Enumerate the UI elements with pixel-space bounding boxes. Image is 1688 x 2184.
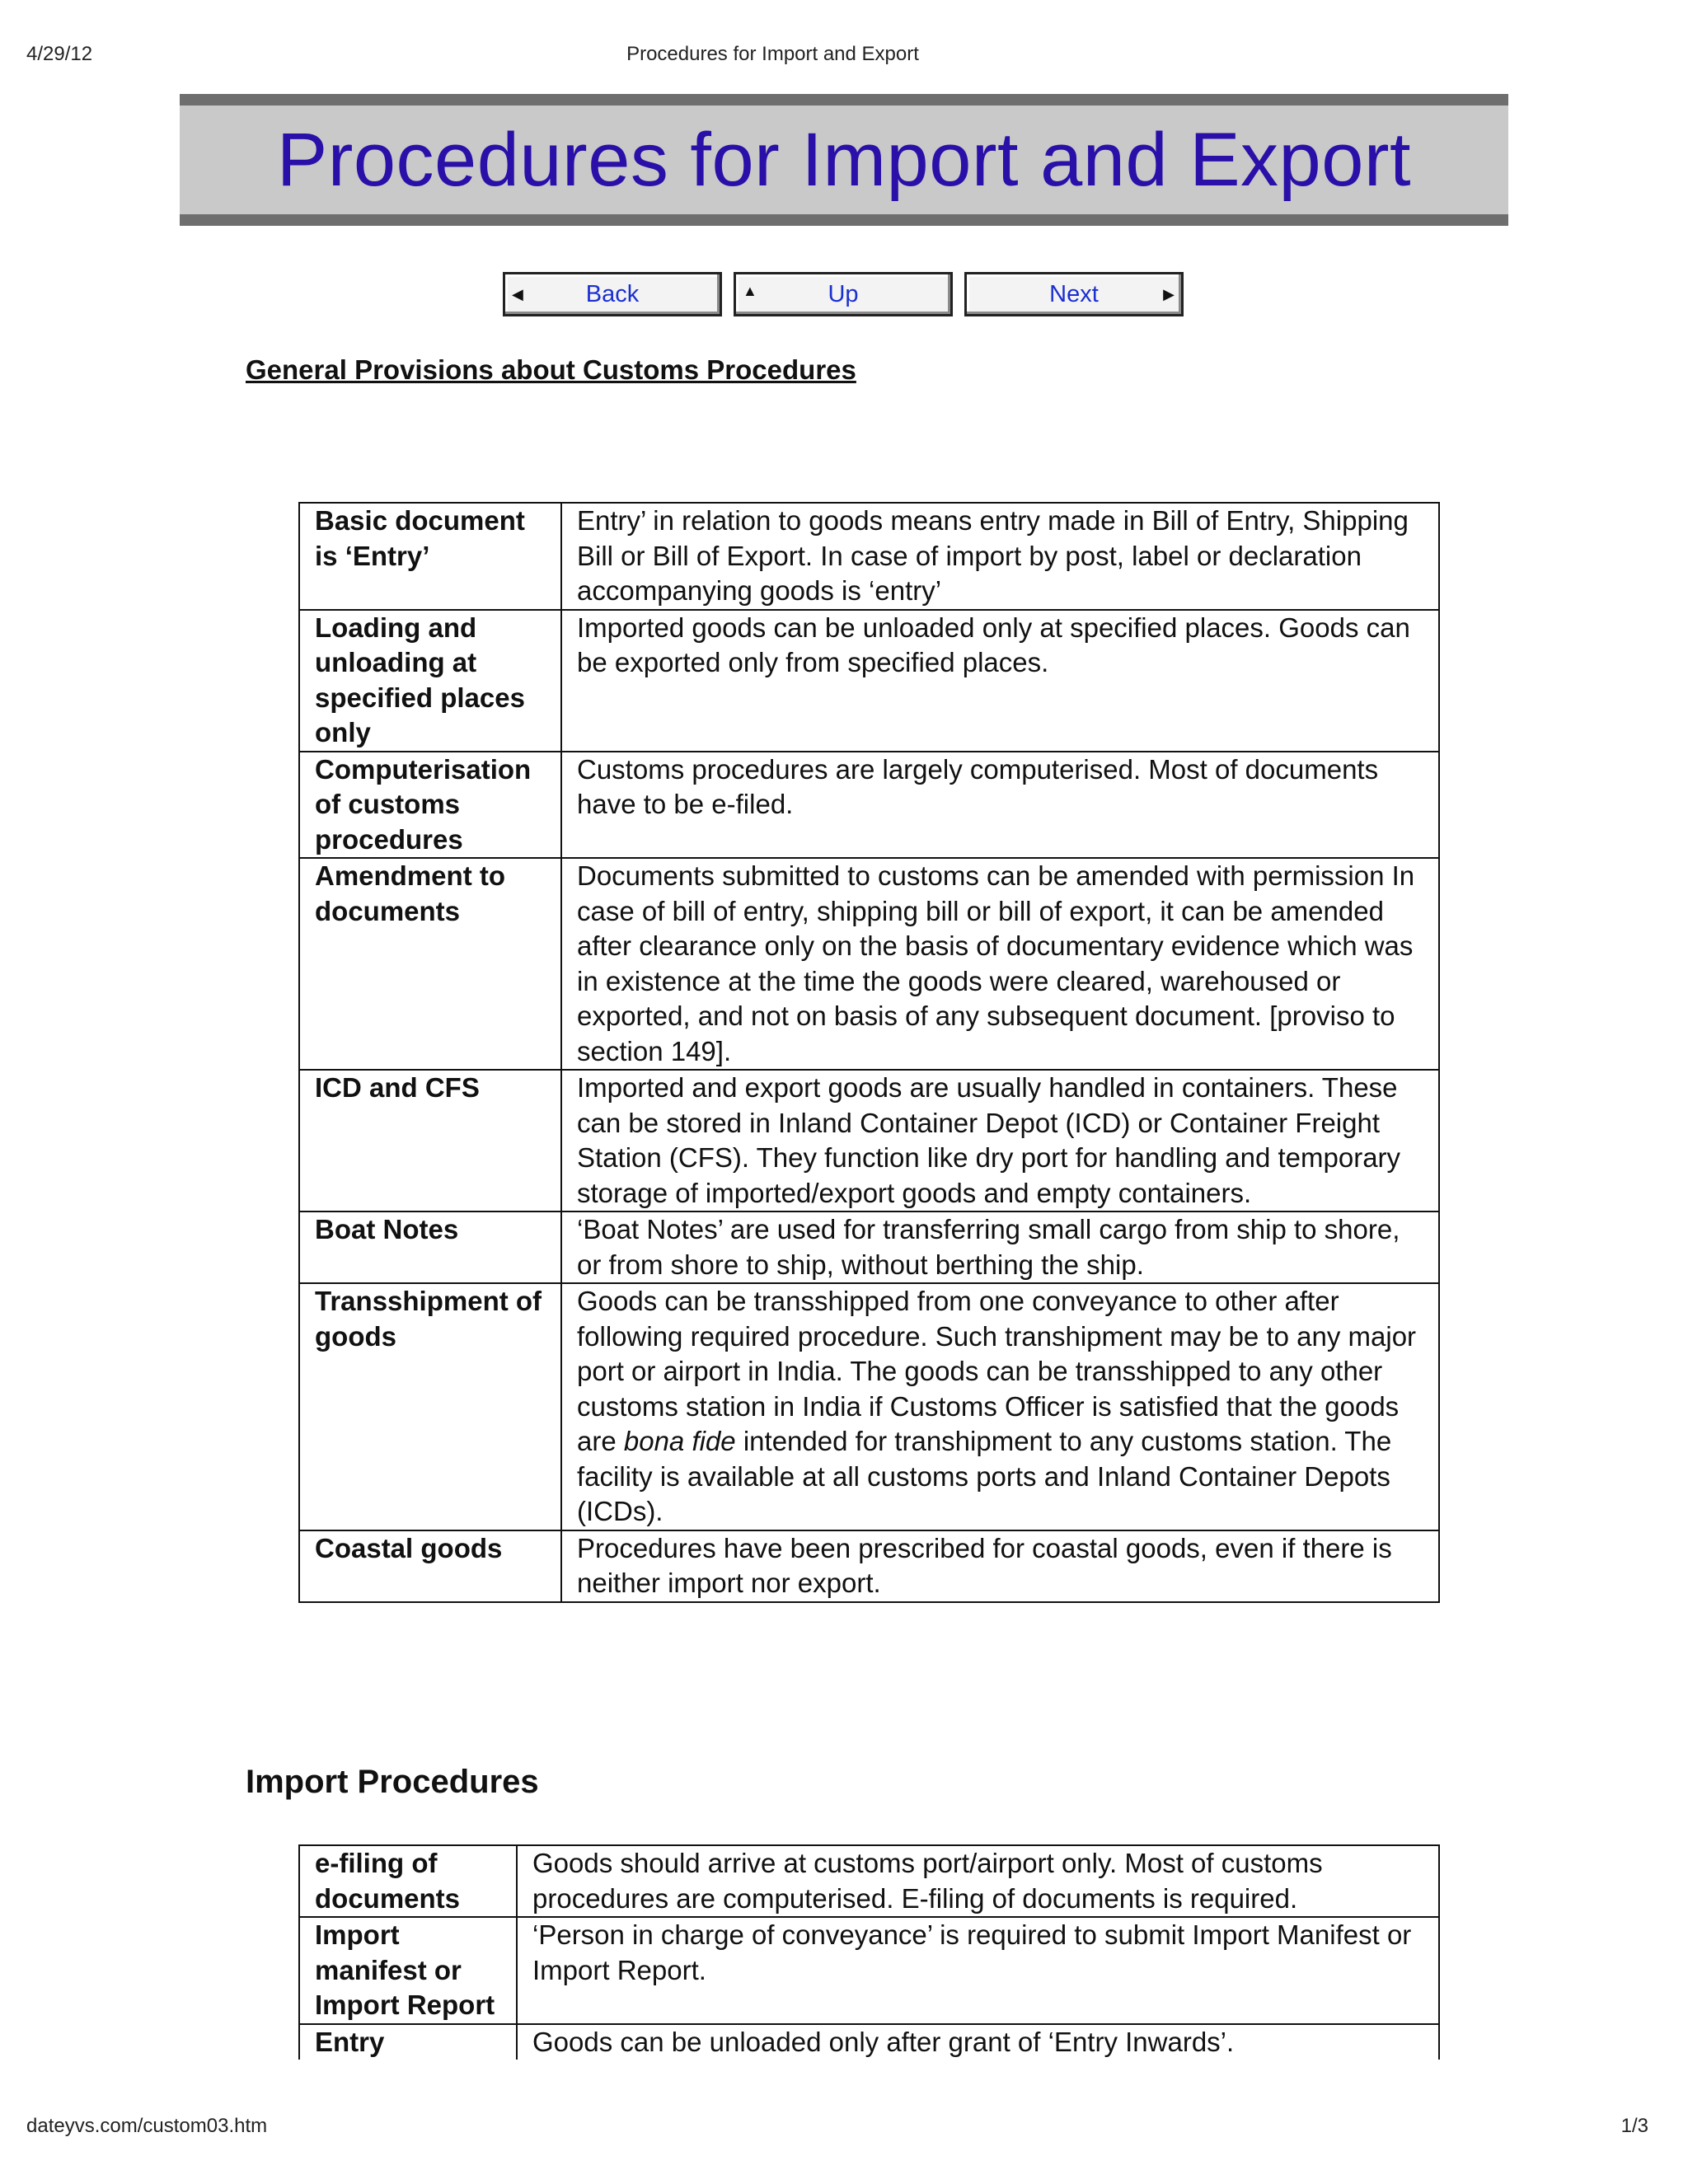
up-button[interactable] xyxy=(734,272,953,316)
page-title: Procedures for Import and Export xyxy=(276,117,1412,202)
row-text: ‘Boat Notes’ are used for transferring small cargo from ship to shore, or from shore to ship, without berthing the ship. xyxy=(561,1212,1439,1283)
row-text xyxy=(561,1283,1439,1530)
row-label: e-filing of documents xyxy=(299,1845,517,1917)
triangle-right-icon: ▶ xyxy=(1163,286,1175,302)
row-label: ICD and CFS xyxy=(299,1070,561,1212)
table-row xyxy=(299,1530,1439,1602)
triangle-left-icon: ◀ xyxy=(512,286,523,302)
row-text: Imported goods can be unloaded only at specified places. Goods can be exported only from specified places. xyxy=(561,610,1439,752)
row-label: Boat Notes xyxy=(299,1212,561,1283)
navigation-bar xyxy=(503,272,1184,316)
row-text: Imported and export goods are usually handled in containers. These can be stored in Inland Container Depot (ICD) or Container Freight Station (CFS). They function like dry port for handling and temporary storage of imported/export goods and empty containers. xyxy=(561,1070,1439,1212)
row-label: Computerisation of customs procedures xyxy=(299,752,561,859)
triangle-up-icon: ▲ xyxy=(743,283,757,299)
row-label: Amendment to documents xyxy=(299,858,561,1070)
table-row xyxy=(299,1917,1439,2024)
general-provisions-table xyxy=(298,502,1440,1603)
table-row xyxy=(299,858,1439,1070)
back-button-label: Back xyxy=(585,280,640,307)
row-label: Transshipment of goods xyxy=(299,1283,561,1530)
next-button-label: Next xyxy=(1049,280,1099,307)
print-footer-url: dateyvs.com/custom03.htm xyxy=(26,2115,268,2137)
row-label: Coastal goods xyxy=(299,1530,561,1602)
row-text: Procedures have been prescribed for coastal goods, even if there is neither import nor export. xyxy=(561,1530,1439,1602)
row-text: ‘Person in charge of conveyance’ is required to submit Import Manifest or Import Report. xyxy=(517,1917,1439,2024)
row-label: Import manifest or Import Report xyxy=(299,1917,517,2024)
table-row xyxy=(299,1070,1439,1212)
row-label: Entry xyxy=(299,2024,517,2060)
table-row xyxy=(299,1845,1439,1917)
table-row xyxy=(299,1283,1439,1530)
import-procedures-table xyxy=(298,1844,1440,2060)
import-procedures-heading: Import Procedures xyxy=(246,1764,539,1800)
row-text: Entry’ in relation to goods means entry made in Bill of Entry, Shipping Bill or Bill of Export. In case of import by post, label or declaration accompanying goods is ‘entry’ xyxy=(561,503,1439,610)
print-footer-page-number: 1/3 xyxy=(1620,2115,1648,2137)
row-label: Basic document is ‘Entry’ xyxy=(299,503,561,610)
row-text: Goods should arrive at customs port/airport only. Most of customs procedures are computerised. E-filing of documents is required. xyxy=(517,1845,1439,1917)
row-text-part: Goods can be transshipped from one conveyance to other after following required procedure. Such transhipment may be to any major port or airport in India. The goods can be transshipped to any other customs station in India if Customs Officer is satisfied that the goods are xyxy=(577,1286,1417,1456)
print-header-date: 4/29/12 xyxy=(26,43,93,65)
table-row xyxy=(299,752,1439,859)
back-button[interactable] xyxy=(503,272,722,316)
table-row xyxy=(299,2024,1439,2060)
table-row xyxy=(299,610,1439,752)
row-text-part: intended for transhipment to any customs station. The facility is available at all customs ports and Inland Container Depots (ICDs). xyxy=(577,1426,1392,1526)
table-row xyxy=(299,1212,1439,1283)
page-banner xyxy=(180,94,1508,226)
print-header-title: Procedures for Import and Export xyxy=(626,43,919,65)
row-text-italic: bona fide xyxy=(623,1426,736,1456)
row-text: Goods can be unloaded only after grant of ‘Entry Inwards’. xyxy=(517,2024,1439,2060)
next-button[interactable] xyxy=(964,272,1184,316)
up-button-label: Up xyxy=(828,280,859,307)
row-text: Documents submitted to customs can be amended with permission In case of bill of entry, shipping bill or bill of export, it can be amended after clearance only on the basis of documentary evidence which was in existence at the time the goods were cleared, warehoused or exported, and not on basis of any subsequent document. [proviso to section 149]. xyxy=(561,858,1439,1070)
row-text: Customs procedures are largely computerised. Most of documents have to be e-filed. xyxy=(561,752,1439,859)
row-label: Loading and unloading at specified places only xyxy=(299,610,561,752)
general-provisions-heading: General Provisions about Customs Procedures xyxy=(246,354,856,385)
table-row xyxy=(299,503,1439,610)
